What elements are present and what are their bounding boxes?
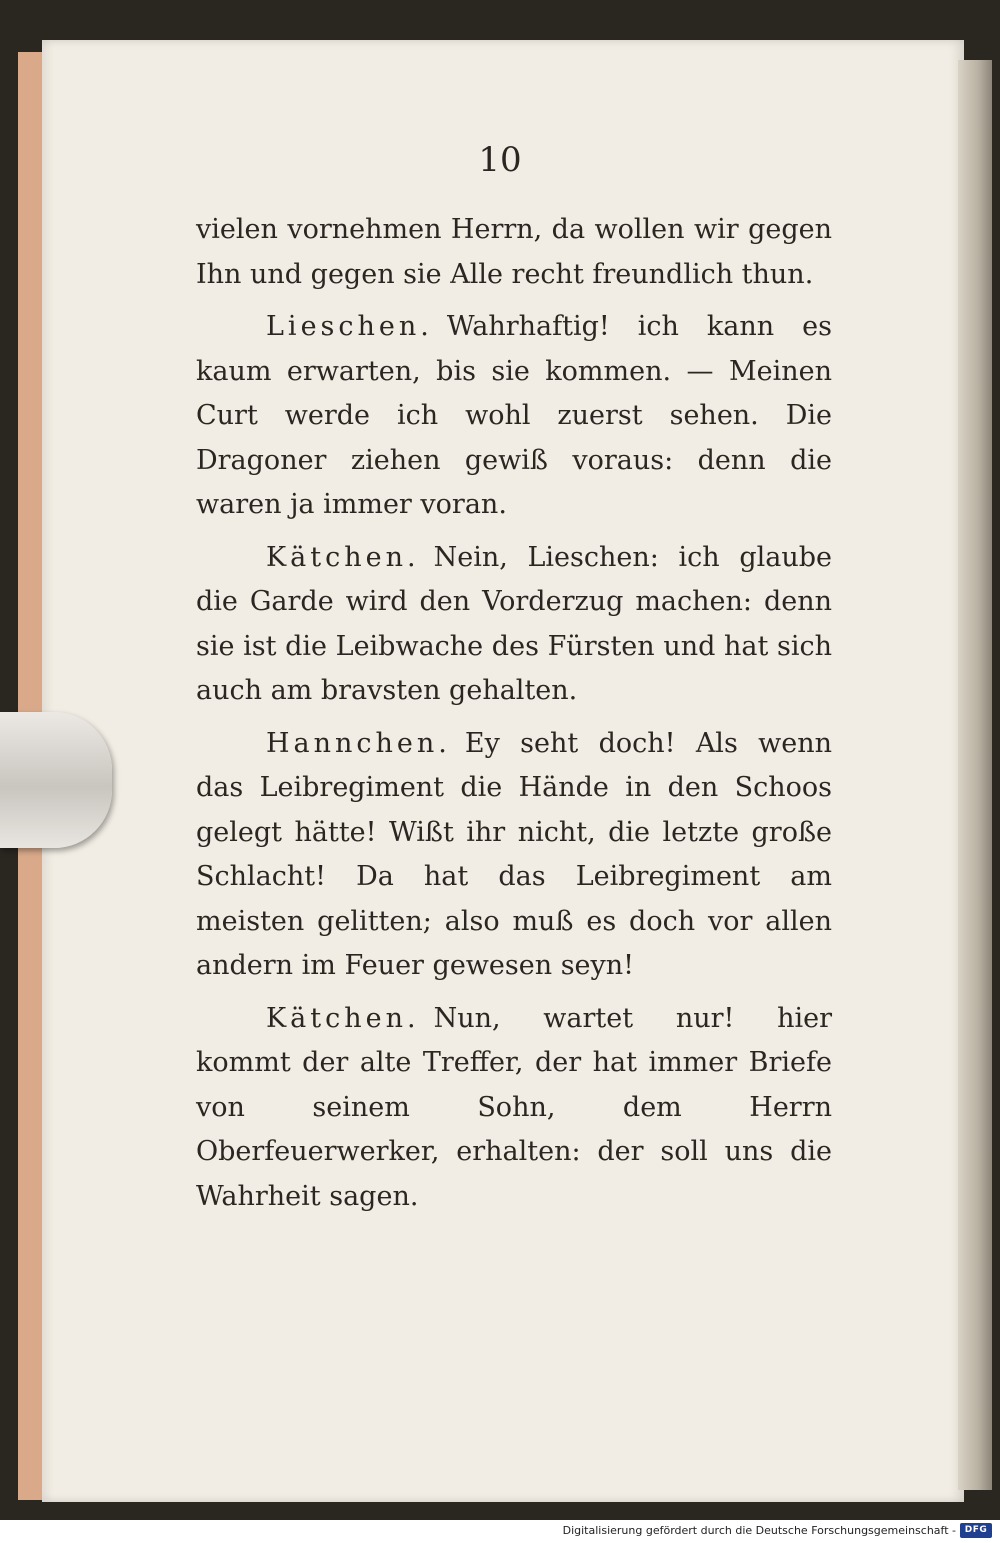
speaker-name: Lieschen. xyxy=(266,311,433,342)
paragraph-text: vielen vornehmen Herrn, da wollen wir gegen Ihn und gegen sie Alle recht freundlich thun. xyxy=(196,214,832,290)
page-text xyxy=(196,208,832,1227)
page-number: 10 xyxy=(478,140,522,180)
paragraph xyxy=(196,208,832,297)
speaker-name: Hannchen. xyxy=(266,727,451,759)
paragraph-text: Ey seht doch! Als wenn das Leibregiment die Hände in den Schoos gelegt hätte! Wißt ihr nicht, die letzte große Schlacht! Da hat das Leibregiment am meisten gelitten; also muß es doch vor allen andern im Feuer gewesen seyn! xyxy=(196,727,832,981)
speaker-name: Kätchen. xyxy=(266,1002,420,1034)
page-clip xyxy=(0,712,112,848)
paragraph xyxy=(196,722,832,989)
paragraph-text: Wahrhaftig! ich kann es kaum erwarten, bis sie kommen. — Meinen Curt werde ich wohl zuerst sehen. Die Dragoner ziehen gewiß voraus: denn die waren ja immer voran. xyxy=(196,311,832,520)
paragraph xyxy=(196,536,832,714)
funding-credit: Digitalisierung gefördert durch die Deutsche Forschungsgemeinschaft - xyxy=(562,1524,956,1537)
paragraph xyxy=(196,305,832,528)
paragraph xyxy=(196,997,832,1220)
paragraph-text: Nun, wartet nur! hier kommt der alte Treffer, der hat immer Briefe von seinem Sohn, dem Herrn Oberfeuerwerker, erhalten: der soll uns die Wahrheit sagen. xyxy=(196,1002,832,1212)
page-edges xyxy=(958,60,992,1490)
footer-bar xyxy=(0,1520,1000,1543)
paragraph-text: Nein, Lieschen: ich glaube die Garde wird den Vorderzug machen: denn sie ist die Leibwache des Fürsten und hat sich auch am bravsten gehalten. xyxy=(196,541,832,706)
speaker-name: Kätchen. xyxy=(266,541,420,573)
dfg-logo-icon: DFG xyxy=(960,1523,992,1538)
